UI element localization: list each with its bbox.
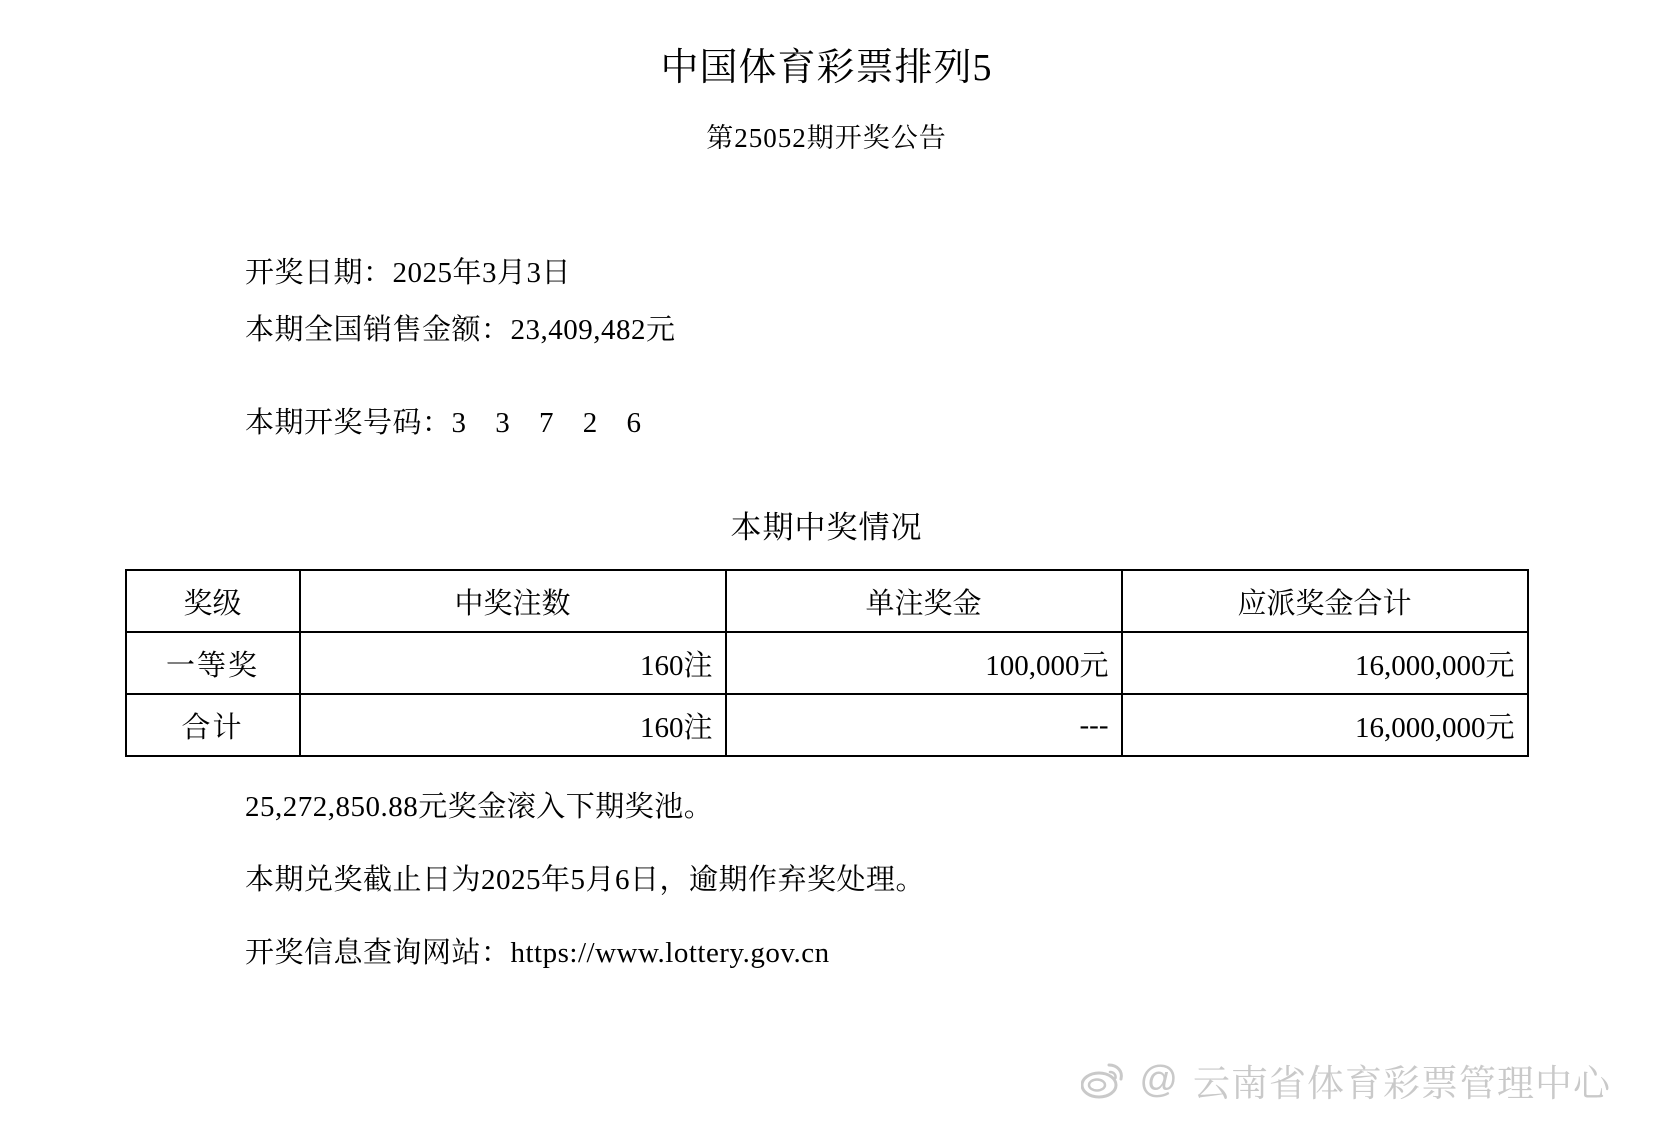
- table-header-row: [126, 570, 1528, 632]
- lottery-announcement-page: [0, 36, 1653, 1133]
- cell-total-prize-sum: 16,000,000元: [1122, 694, 1528, 756]
- watermark: [1081, 1053, 1611, 1107]
- cell-total-prize-first: 16,000,000元: [1122, 632, 1528, 694]
- cell-count-sum: 160注: [300, 694, 726, 756]
- watermark-at-symbol: @: [1139, 1058, 1179, 1101]
- prize-table-body: [126, 632, 1528, 756]
- prize-table: [125, 569, 1529, 757]
- claim-deadline-line: 本期兑奖截止日为2025年5月6日，逾期作弃奖处理。: [245, 864, 926, 897]
- page-title: 中国体育彩票排列5: [660, 47, 993, 89]
- cell-single-prize-first: 100,000元: [726, 632, 1122, 694]
- winning-numbers-line: [245, 401, 1408, 446]
- announcement-footer-notes: [245, 785, 1408, 976]
- winning-numbers-label: 本期开奖号码：: [245, 407, 452, 440]
- cell-count-first: 160注: [300, 632, 726, 694]
- page-subtitle: 第25052期开奖公告: [706, 123, 947, 154]
- column-header-count: 中奖注数: [300, 570, 726, 632]
- watermark-text: 云南省体育彩票管理中心: [1193, 1063, 1611, 1104]
- column-header-total-prize: 应派奖金合计: [1122, 570, 1528, 632]
- weibo-icon: [1081, 1061, 1125, 1099]
- winning-numbers-value: 3 3 7 2 6: [451, 407, 653, 440]
- cell-single-prize-sum: ---: [726, 694, 1122, 756]
- announcement-body: [245, 251, 1408, 446]
- draw-date-line: 开奖日期：2025年3月3日: [245, 257, 572, 290]
- rollover-line: 25,272,850.88元奖金滚入下期奖池。: [245, 791, 714, 824]
- sales-amount-line: 本期全国销售金额：23,409,482元: [245, 314, 676, 347]
- website-line: 开奖信息查询网站：https://www.lottery.gov.cn: [245, 937, 830, 970]
- table-row: [126, 694, 1528, 756]
- cell-grade-first: 一等奖: [126, 632, 300, 694]
- section-heading-winners: 本期中奖情况: [730, 510, 923, 546]
- prize-table-head: [126, 570, 1528, 632]
- cell-grade-sum: 合计: [126, 694, 300, 756]
- column-header-single-prize: 单注奖金: [726, 570, 1122, 632]
- table-row: [126, 632, 1528, 694]
- column-header-grade: 奖级: [126, 570, 300, 632]
